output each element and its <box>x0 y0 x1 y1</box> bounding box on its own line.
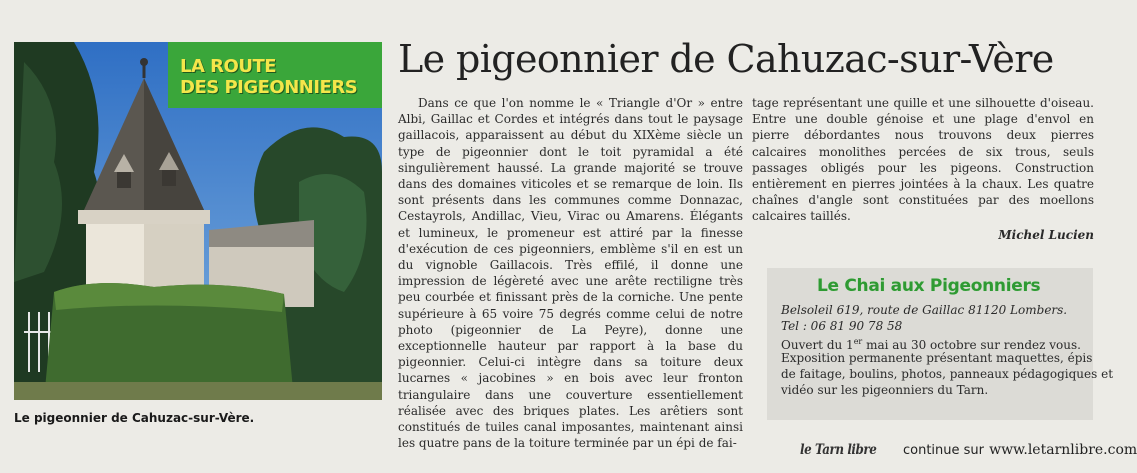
info-box-title: Le Chai aux Pigeonniers <box>817 276 1041 296</box>
info-address: Belsoleil 619, route de Gaillac 81120 Lombers. <box>781 303 1068 317</box>
article-paragraph: tage représentant une quille et une silhouette d'oiseau. Entre une double génoise et une plage d'envol en pierre débordantes nous trouvons deux pierres calcaires monolithes percées de six trous, seuls passages obligés pour les pigeons. Construction entièrement en pierres jointées à la chaux. Les quatre chaînes d'angle sont constituées par des moellons calcaires taillés. <box>752 96 1094 224</box>
hours-sup: er <box>853 337 863 346</box>
badge-line2: DES PIGEONNIERS <box>180 77 358 98</box>
author: Michel Lucien <box>998 227 1094 242</box>
info-desc-3: vidéo sur les pigeonniers du Tarn. <box>781 383 989 397</box>
info-box <box>767 268 1114 420</box>
article-column-2 <box>752 95 1094 243</box>
info-desc-1: Exposition permanente présentant maquettes, épis <box>781 351 1093 365</box>
article-paragraph: Dans ce que l'on nomme le « Triangle d'Or » entre Albi, Gaillac et Cordes et intégrés dans tout le paysage gaillacois, apparaissent au début du XIXème siècle un type de pigeonnier dont le toit pyramidal a été singulièrement haussé. La grande majorité se trouve dans des domaines viticoles et se remarque de loin. Ils sont présents dans les communes comme Donnazac, Cestayrols, Andillac, Vieu, Virac ou Amarens. Élégants et lumineux, le promeneur est attiré par la finesse d'exécution de ces pigeonniers, emblème s'il en est un du vignoble Gaillacois. Très effilé, il donne une impression de légèreté avec une arête rectiligne très peu courbée et finissant près de la corniche. Une pente supérieure à 65 voire 75 degrés comme celui de notre photo (pigeonnier de La Peyre), donne une exceptionnelle hauteur par rapport à la base du pigeonnier. Celui-ci intègre dans sa toiture deux lucarnes « jacobines » en bois avec leur fronton triangulaire dans une couverture essentiellement réalisée avec des briques plates. Les arêtiers sont constitués de tuiles canal imposantes, maintenant ainsi les quatre pans de la toiture terminée par un épi de fai- <box>398 96 743 451</box>
badge-line1: LA ROUTE <box>180 56 277 77</box>
info-desc-2: de faitage, boulins, photos, panneaux pédagogiques et <box>781 367 1114 381</box>
photo-caption: Le pigeonnier de Cahuzac-sur-Vère. <box>14 411 255 425</box>
route-badge <box>168 42 382 108</box>
footer-text: continue sur <box>902 443 984 458</box>
info-tel: Tel : 06 81 90 78 58 <box>781 319 903 333</box>
hours-prefix: Ouvert du 1 <box>781 338 854 352</box>
footer-url[interactable]: www.letarnlibre.com <box>989 442 1137 458</box>
hours-suffix: mai au 30 octobre sur rendez vous. <box>862 338 1081 352</box>
footer <box>800 439 1137 458</box>
article-column-1 <box>398 95 743 451</box>
tarn-libre-logo: le Tarn libre <box>800 442 877 458</box>
headline: Le pigeonnier de Cahuzac-sur-Vère <box>398 37 1054 81</box>
